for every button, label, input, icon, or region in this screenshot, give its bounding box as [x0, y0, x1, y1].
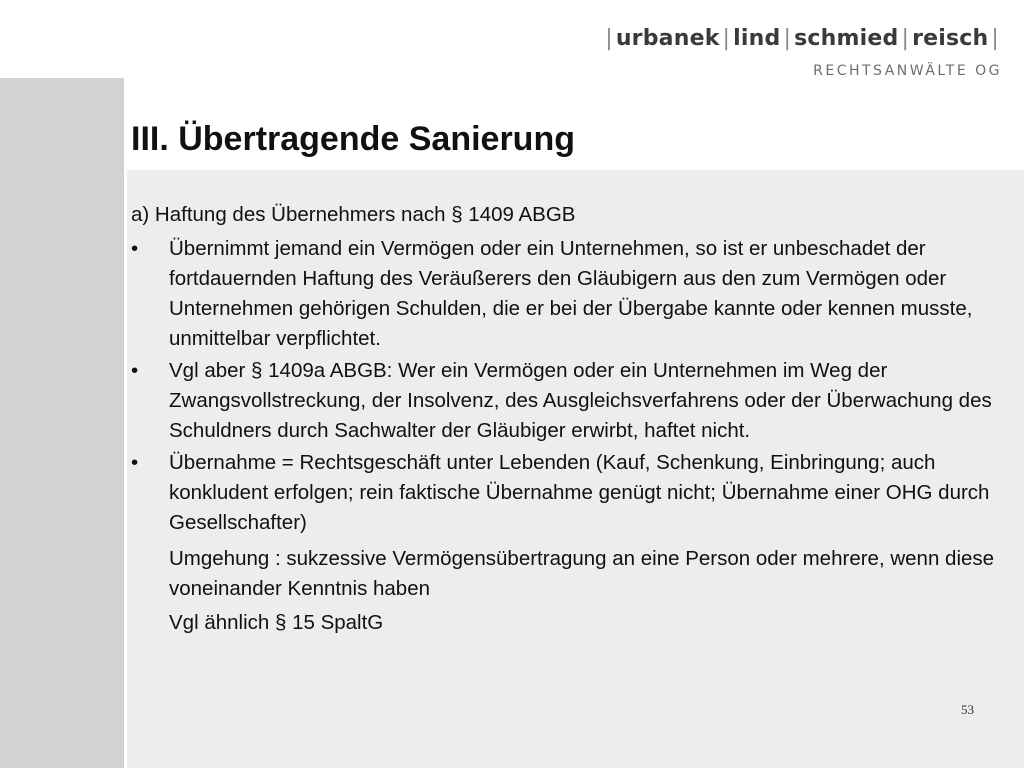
logo-name-schmied: schmied — [794, 26, 899, 51]
logo-name-urbanek: urbanek — [615, 26, 720, 51]
logo-separator: | — [605, 26, 613, 51]
page-number: 53 — [961, 702, 974, 717]
continuation-paragraph: Vgl ähnlich § 15 SpaltG — [169, 611, 384, 634]
bullet-text: Übernimmt jemand ein Vermögen oder ein Unternehmen, so ist er unbeschadet der fortdauernden Haftung des Veräußerers den Gläubigern aus den zum Vermögen oder Unternehmen gehörigen Schulden, die er bei der Übergabe kannte oder kennen musste, unmittelbar verpflichtet. — [169, 237, 973, 350]
bullet-item — [131, 448, 1001, 538]
logo-separator: | — [722, 26, 731, 51]
firm-logo — [602, 26, 1002, 51]
logo-name-reisch: reisch — [912, 26, 989, 51]
firm-tagline: RECHTSANWÄLTE OG — [813, 63, 1002, 79]
logo-separator: | — [991, 26, 999, 51]
subheading: a) Haftung des Übernehmers nach § 1409 ABGB — [131, 203, 576, 226]
logo-separator: | — [783, 26, 792, 51]
bullet-text: Vgl aber § 1409a ABGB: Wer ein Vermögen oder ein Unternehmen im Weg der Zwangsvollstreckung, der Insolvenz, des Ausgleichsverfahrens oder der Überwachung des Schuldners durch Sachwalter der Gläubiger erwirbt, haftet nicht. — [169, 359, 992, 442]
bullet-item — [131, 234, 1001, 354]
logo-name-lind: lind — [733, 26, 781, 51]
bullet-icon: • — [131, 237, 139, 260]
bullet-icon: • — [131, 359, 139, 382]
bullet-item — [131, 356, 1001, 446]
bullet-icon: • — [131, 451, 139, 474]
left-decorative-bar — [0, 78, 124, 768]
slide-body — [131, 200, 1001, 638]
slide-title: III. Übertragende Sanierung — [131, 120, 575, 158]
bullet-text: Übernahme = Rechtsgeschäft unter Lebenden (Kauf, Schenkung, Einbringung; auch konkludent erfolgen; rein faktische Übernahme genügt nicht; Übernahme einer OHG durch Gesellschafter) — [169, 451, 990, 534]
logo-separator: | — [901, 26, 910, 51]
continuation-paragraph: Umgehung : sukzessive Vermögensübertragung an eine Person oder mehrere, wenn diese voneinander Kenntnis haben — [169, 547, 995, 600]
